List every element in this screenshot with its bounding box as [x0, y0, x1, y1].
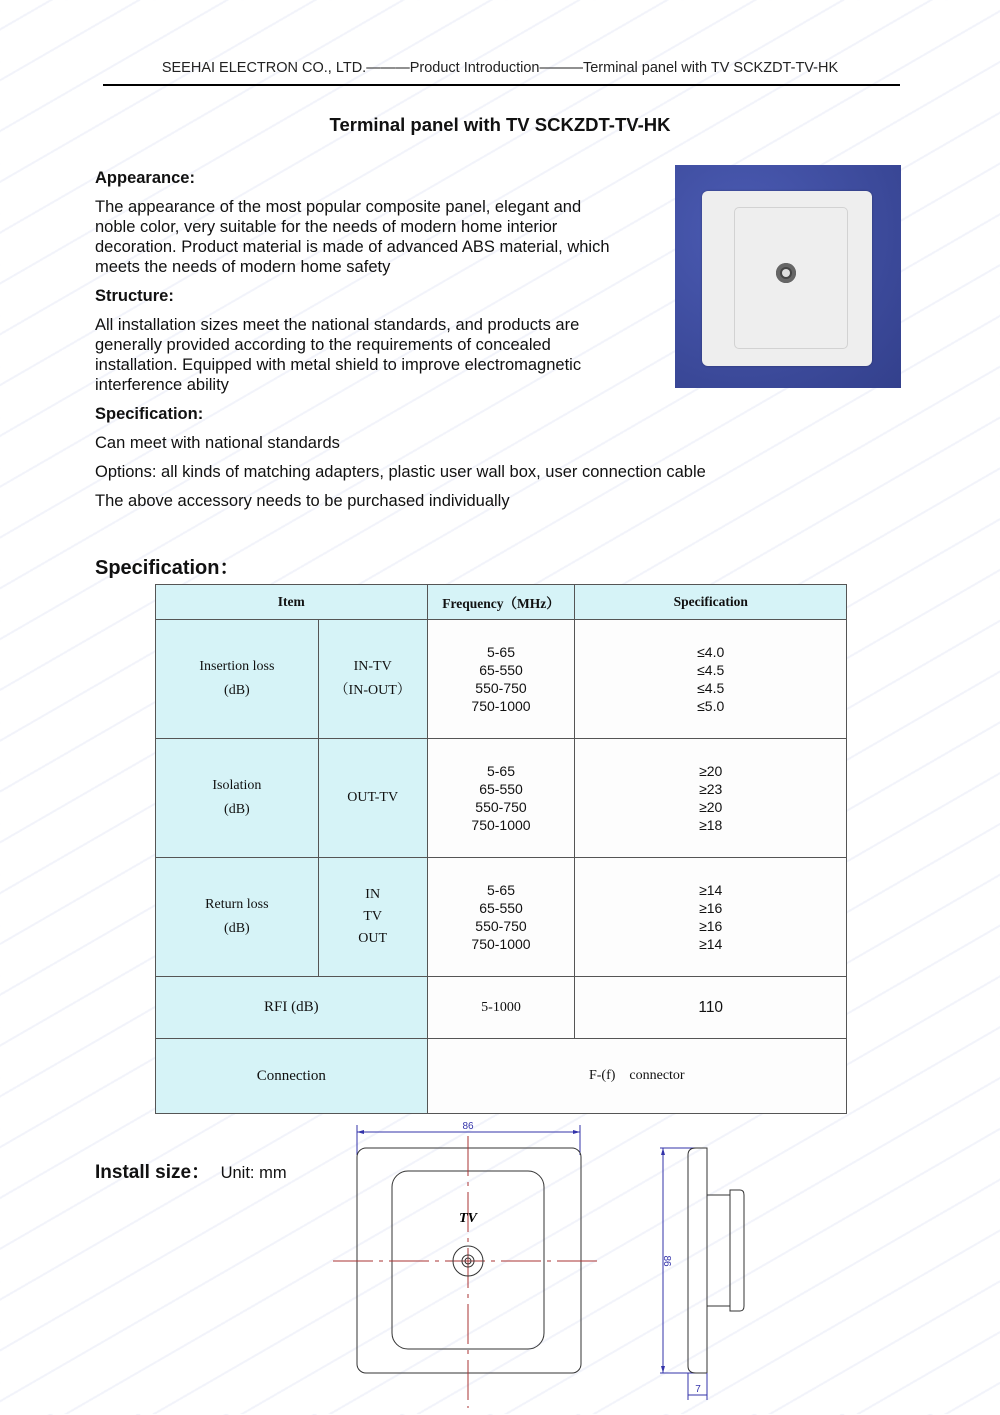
item-unit: (dB): [224, 921, 250, 936]
side-depth-dim: 7: [695, 1384, 701, 1395]
connection-label: Connection: [156, 1039, 428, 1114]
structure-line: installation. Equipped with metal shield to improve electromagnetic: [95, 356, 582, 374]
item-unit: (dB): [224, 683, 250, 698]
spec-value: ≤5.0: [697, 698, 725, 714]
appearance-text: [95, 197, 610, 277]
spec-value: ≥16: [699, 900, 723, 916]
port-cell: [318, 620, 427, 739]
appearance-heading: Appearance:: [95, 169, 195, 187]
header-specification: Specification: [575, 585, 847, 620]
header-frequency: Frequency（MHz）: [427, 585, 575, 620]
product-photo: [675, 165, 901, 388]
port-label: OUT: [358, 931, 388, 946]
specification-line: Options: all kinds of matching adapters, plastic user wall box, user connection cable: [95, 463, 706, 481]
port-label: IN: [365, 887, 381, 902]
spec-table-heading: Specification：: [95, 557, 240, 579]
table-row: [156, 620, 847, 739]
item-label: Isolation: [212, 778, 262, 793]
install-drawing: [330, 1115, 790, 1415]
frequency-value: 5-65: [486, 882, 516, 898]
spec-value: ≥14: [699, 936, 723, 952]
port-cell: [318, 858, 427, 977]
frequency-value: 750-1000: [471, 936, 531, 952]
frequency-cell: [427, 739, 575, 858]
port-label: OUT-TV: [347, 790, 399, 805]
spec-value: ≤4.0: [697, 644, 725, 660]
frequency-value: 750-1000: [471, 698, 531, 714]
front-view: [333, 1121, 602, 1408]
spec-value: ≥18: [699, 817, 723, 833]
port-label: IN-TV: [353, 659, 392, 674]
side-view: [660, 1148, 744, 1400]
frequency-value: 65-550: [479, 662, 523, 678]
specification-heading: Specification:: [95, 405, 204, 423]
specification-line: The above accessory needs to be purchased individually: [95, 492, 510, 510]
structure-text: [95, 315, 581, 395]
frequency-cell: [427, 858, 575, 977]
frequency-value: 750-1000: [471, 817, 531, 833]
side-height-dim: 86: [661, 1255, 672, 1267]
structure-line: All installation sizes meet the national standards, and products are: [95, 316, 580, 334]
frequency-value: 550-750: [475, 680, 527, 696]
frequency-value: 65-550: [479, 781, 523, 797]
spec-cell: [575, 739, 847, 858]
frequency-value: 550-750: [475, 799, 527, 815]
header-item: Item: [156, 585, 428, 620]
rfi-frequency: 5-1000: [427, 977, 575, 1039]
spec-cell: [575, 620, 847, 739]
install-size-unit: Unit: mm: [220, 1164, 287, 1182]
spec-value: ≥20: [699, 799, 723, 815]
appearance-line: meets the needs of modern home safety: [95, 258, 391, 276]
spec-value: ≥23: [699, 781, 723, 797]
spec-table: [155, 584, 847, 1114]
port-cell: [318, 739, 427, 858]
header-divider: [103, 84, 900, 86]
table-row: [156, 858, 847, 977]
spec-value: ≤4.5: [697, 662, 725, 678]
structure-heading: Structure:: [95, 287, 174, 305]
frequency-value: 5-65: [486, 644, 516, 660]
front-label: TV: [459, 1211, 477, 1226]
appearance-line: decoration. Product material is made of advanced ABS material, which: [95, 238, 610, 256]
install-size-label: [95, 1157, 287, 1184]
spec-value: ≥16: [699, 918, 723, 934]
spec-value: ≤4.5: [697, 680, 725, 696]
appearance-line: The appearance of the most popular composite panel, elegant and: [95, 198, 582, 216]
structure-line: generally provided according to the requirements of concealed: [95, 336, 551, 354]
item-cell: [156, 620, 319, 739]
specification-line: Can meet with national standards: [95, 434, 340, 452]
item-cell: [156, 858, 319, 977]
frequency-value: 550-750: [475, 918, 527, 934]
spec-value: ≥14: [699, 882, 723, 898]
front-width-dim: 86: [462, 1121, 474, 1132]
table-header-row: [156, 585, 847, 620]
install-size-heading: Install size：: [95, 1162, 211, 1183]
item-cell: [156, 739, 319, 858]
table-row-rfi: [156, 977, 847, 1039]
spec-cell: [575, 858, 847, 977]
rfi-label: RFI (dB): [156, 977, 428, 1039]
spec-value: ≥20: [699, 763, 723, 779]
connection-value: F-(f) connector: [427, 1039, 846, 1114]
frequency-cell: [427, 620, 575, 739]
item-label: Insertion loss: [199, 659, 275, 674]
running-header: SEEHAI ELECTRON CO., LTD.———Product Introduction———Terminal panel with TV SCKZDT-TV-HK: [161, 60, 839, 76]
port-label: TV: [363, 909, 382, 924]
panel-plate: [702, 191, 872, 366]
item-label: Return loss: [205, 897, 269, 912]
rfi-spec: 110: [575, 977, 847, 1039]
page-title: Terminal panel with TV SCKZDT-TV-HK: [329, 114, 671, 135]
port-label: （IN-OUT）: [334, 683, 411, 698]
table-row: [156, 739, 847, 858]
item-unit: (dB): [224, 802, 250, 817]
table-row-connection: [156, 1039, 847, 1114]
frequency-value: 65-550: [479, 900, 523, 916]
coax-jack-icon: [776, 263, 796, 283]
structure-line: interference ability: [95, 376, 229, 394]
frequency-value: 5-65: [486, 763, 516, 779]
appearance-line: noble color, very suitable for the needs of modern home interior: [95, 218, 558, 236]
